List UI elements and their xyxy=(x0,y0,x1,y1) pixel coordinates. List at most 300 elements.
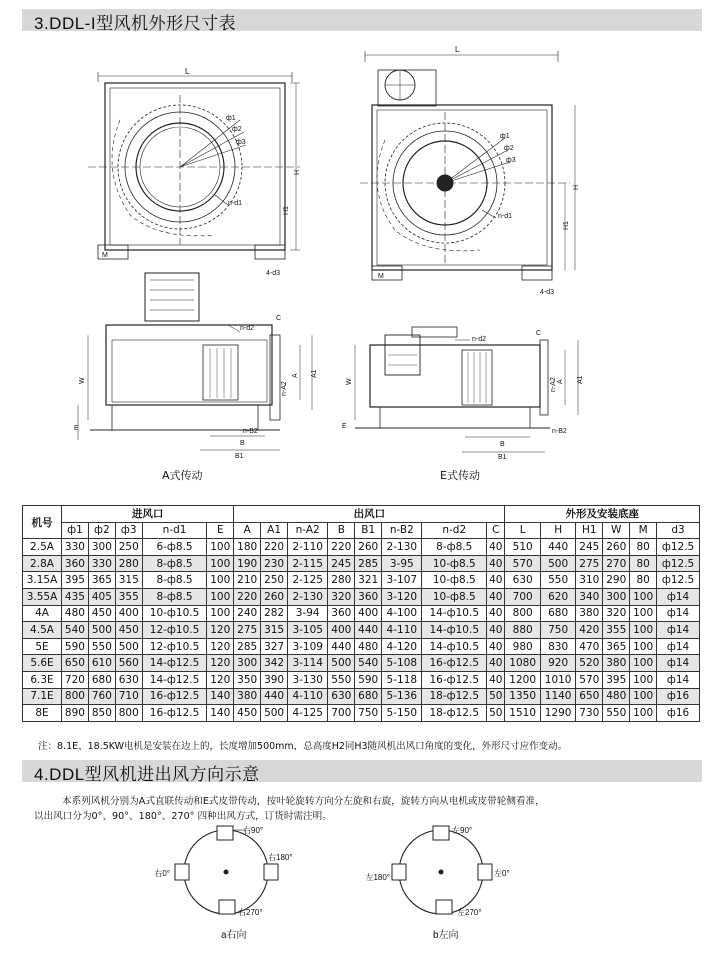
table-cell: 440 xyxy=(540,539,575,556)
table-cell: 250 xyxy=(261,572,288,589)
table-cell: 40 xyxy=(487,555,505,572)
table-cell: 8-ф8.5 xyxy=(422,539,487,556)
table-cell: 245 xyxy=(576,539,603,556)
table-cell: 510 xyxy=(505,539,540,556)
table-cell: 1350 xyxy=(505,688,540,705)
table-cell: 40 xyxy=(487,539,505,556)
caption-a-drive: A式传动 xyxy=(162,469,203,482)
table-cell: 100 xyxy=(207,555,234,572)
table-cell: 980 xyxy=(505,638,540,655)
table-cell: 40 xyxy=(487,655,505,672)
label-nB2-a: n-B2 xyxy=(243,428,258,435)
label-nd1-e: n-d1 xyxy=(498,213,513,220)
table-row xyxy=(23,688,700,705)
table-cell: 4-125 xyxy=(288,705,328,722)
table-cell: 395 xyxy=(603,671,630,688)
table-cell: 100 xyxy=(630,605,657,622)
left-caption: b左向 xyxy=(433,930,459,941)
column-header: n-d2 xyxy=(422,522,487,539)
table-cell: 220 xyxy=(328,539,355,556)
table-cell: 3-94 xyxy=(288,605,328,622)
table-cell: 680 xyxy=(355,688,382,705)
table-cell: 16-ф12.5 xyxy=(422,655,487,672)
table-cell: 10-ф10.5 xyxy=(142,605,207,622)
table-cell: 450 xyxy=(234,705,261,722)
table-cell: 360 xyxy=(328,605,355,622)
table-cell: 40 xyxy=(487,588,505,605)
label-B1-a: B1 xyxy=(235,453,244,460)
label-H-e: H xyxy=(573,184,580,190)
table-cell: 18-ф12.5 xyxy=(422,688,487,705)
table-cell: ф14 xyxy=(657,638,700,655)
table-cell: 260 xyxy=(261,588,288,605)
table-cell: 700 xyxy=(328,705,355,722)
table-cell: 420 xyxy=(576,622,603,639)
para-line2: 以出风口分为0°、90°、180°、270° 四种出风方式，订货时需注明。 xyxy=(34,811,332,822)
table-cell: 630 xyxy=(505,572,540,589)
label-A1-a: A1 xyxy=(311,369,318,378)
table-cell: 470 xyxy=(576,638,603,655)
table-cell: 800 xyxy=(505,605,540,622)
table-cell: 290 xyxy=(603,572,630,589)
table-cell: 220 xyxy=(234,588,261,605)
table-cell: 120 xyxy=(207,655,234,672)
table-row xyxy=(23,555,700,572)
table-row xyxy=(23,539,700,556)
table-cell: ф14 xyxy=(657,655,700,672)
table-cell: 400 xyxy=(355,605,382,622)
label-C-e: C xyxy=(536,330,542,337)
caption-e-drive: E式传动 xyxy=(440,469,480,482)
table-body xyxy=(23,539,700,722)
table-cell: 300 xyxy=(88,539,115,556)
table-cell: 8-ф8.5 xyxy=(142,555,207,572)
table-cell: 3-95 xyxy=(382,555,422,572)
table-cell: 5-118 xyxy=(382,671,422,688)
column-header: B xyxy=(328,522,355,539)
table-cell: 280 xyxy=(115,555,142,572)
table-cell: 650 xyxy=(62,655,89,672)
table-cell: 320 xyxy=(603,605,630,622)
table-cell: 315 xyxy=(115,572,142,589)
model-cell: 2.8A xyxy=(23,555,62,572)
table-cell: 100 xyxy=(207,588,234,605)
model-cell: 7.1E xyxy=(23,688,62,705)
table-cell: 50 xyxy=(487,688,505,705)
table-cell: ф12.5 xyxy=(657,539,700,556)
table-cell: 40 xyxy=(487,622,505,639)
table-cell: 40 xyxy=(487,671,505,688)
table-cell: 40 xyxy=(487,572,505,589)
table-cell: 550 xyxy=(328,671,355,688)
table-cell: 260 xyxy=(355,539,382,556)
column-header: L xyxy=(505,522,540,539)
table-cell: 500 xyxy=(261,705,288,722)
table-cell: 100 xyxy=(630,705,657,722)
table-cell: 700 xyxy=(505,588,540,605)
table-cell: 630 xyxy=(115,671,142,688)
table-cell: 480 xyxy=(62,605,89,622)
column-header: d3 xyxy=(657,522,700,539)
table-cell: 480 xyxy=(603,688,630,705)
header-base: 外形及安装底座 xyxy=(505,506,700,523)
table-cell: 550 xyxy=(88,638,115,655)
table-cell: 520 xyxy=(576,655,603,672)
table-note: 注：8.1E、18.5KW电机是安装在边上的，长度增加500mm，总高度H2同H3随风机出风口角度的变化，外形尺寸应作变动。 xyxy=(38,741,568,752)
table-cell: 8-ф8.5 xyxy=(142,588,207,605)
table-cell: 360 xyxy=(62,555,89,572)
table-cell: 16-ф12.5 xyxy=(142,705,207,722)
label-L-e: L xyxy=(455,45,460,54)
table-cell: 360 xyxy=(355,588,382,605)
table-cell: 560 xyxy=(115,655,142,672)
left-direction-diagram xyxy=(365,825,509,941)
table-row xyxy=(23,671,700,688)
table-cell: 14-ф10.5 xyxy=(422,605,487,622)
table-cell: 3-109 xyxy=(288,638,328,655)
column-header: ф2 xyxy=(88,522,115,539)
dimension-table xyxy=(22,505,700,722)
para-line1: 本系列风机分别为A式直联传动和E式皮带传动，按叶轮旋转方向分左旋和右旋，旋转方向从电机或皮带轮侧看准， xyxy=(62,796,545,807)
label-E-e: E xyxy=(342,423,347,430)
table-cell: 12-ф10.5 xyxy=(142,622,207,639)
column-header: W xyxy=(603,522,630,539)
section3-title: 3.DDL-I型风机外形尺寸表 xyxy=(34,14,237,33)
table-cell: 3-130 xyxy=(288,671,328,688)
label-phi2-a: ф2 xyxy=(232,126,242,133)
table-cell: 730 xyxy=(576,705,603,722)
table-cell: 210 xyxy=(234,572,261,589)
table-cell: ф16 xyxy=(657,688,700,705)
left-0-label: 左0° xyxy=(494,869,510,878)
label-B-a: B xyxy=(240,440,245,447)
label-nd2-e: n-d2 xyxy=(472,336,487,343)
table-cell: 395 xyxy=(62,572,89,589)
table-cell: 275 xyxy=(576,555,603,572)
label-nd1-a: n-d1 xyxy=(228,200,243,207)
table-cell: 10-ф8.5 xyxy=(422,555,487,572)
table-cell: 440 xyxy=(261,688,288,705)
left-90-label: 左90° xyxy=(452,826,473,835)
table-cell: 12-ф10.5 xyxy=(142,638,207,655)
table-cell: 120 xyxy=(207,638,234,655)
table-row xyxy=(23,572,700,589)
label-4d3-e: 4-d3 xyxy=(540,289,555,296)
table-cell: 140 xyxy=(207,688,234,705)
table-cell: 14-ф12.5 xyxy=(142,671,207,688)
table-cell: ф14 xyxy=(657,605,700,622)
label-H-a: H xyxy=(294,169,301,175)
table-cell: 1290 xyxy=(540,705,575,722)
label-nA2-a: n-A2 xyxy=(281,381,288,396)
table-cell: 720 xyxy=(62,671,89,688)
e-drive-front-view xyxy=(360,45,580,296)
table-cell: 260 xyxy=(603,539,630,556)
table-cell: 355 xyxy=(603,622,630,639)
label-M-a: M xyxy=(102,252,108,259)
table-cell: 750 xyxy=(540,622,575,639)
table-cell: 2-130 xyxy=(382,539,422,556)
label-A1-e: A1 xyxy=(577,375,584,384)
table-cell: 5-108 xyxy=(382,655,422,672)
model-cell: 5.6E xyxy=(23,655,62,672)
table-cell: 350 xyxy=(234,671,261,688)
table-cell: 8-ф8.5 xyxy=(142,572,207,589)
table-cell: 570 xyxy=(576,671,603,688)
table-cell: 880 xyxy=(505,622,540,639)
table-cell: 4-110 xyxy=(382,622,422,639)
column-header: ф3 xyxy=(115,522,142,539)
table-cell: 327 xyxy=(261,638,288,655)
table-cell: 380 xyxy=(576,605,603,622)
table-cell: ф12.5 xyxy=(657,555,700,572)
a-drive-side-view xyxy=(74,273,318,460)
table-cell: 620 xyxy=(540,588,575,605)
table-cell: 4-110 xyxy=(288,688,328,705)
table-cell: 80 xyxy=(630,539,657,556)
table-cell: 500 xyxy=(540,555,575,572)
label-phi1-e: ф1 xyxy=(500,133,510,140)
label-nd2-a: n-d2 xyxy=(240,325,255,332)
column-header: A xyxy=(234,522,261,539)
table-cell: 390 xyxy=(261,671,288,688)
column-header: n-d1 xyxy=(142,522,207,539)
table-cell: 14-ф10.5 xyxy=(422,638,487,655)
table-cell: ф14 xyxy=(657,671,700,688)
table-cell: 80 xyxy=(630,555,657,572)
table-cell: 1510 xyxy=(505,705,540,722)
table-cell: 830 xyxy=(540,638,575,655)
table-cell: 5-150 xyxy=(382,705,422,722)
right-270-label: 右270° xyxy=(238,908,263,917)
table-cell: 245 xyxy=(328,555,355,572)
label-B1-e: B1 xyxy=(498,454,507,461)
fan-dimension-drawings xyxy=(0,40,720,480)
table-cell: 500 xyxy=(88,622,115,639)
table-cell: 4-120 xyxy=(382,638,422,655)
table-cell: 100 xyxy=(630,622,657,639)
table-row xyxy=(23,622,700,639)
table-cell: 3-107 xyxy=(382,572,422,589)
right-direction-diagram xyxy=(154,825,292,941)
right-0-label: 右0° xyxy=(154,869,170,878)
table-cell: 100 xyxy=(207,539,234,556)
model-cell: 8E xyxy=(23,705,62,722)
table-cell: 342 xyxy=(261,655,288,672)
table-cell: 500 xyxy=(328,655,355,672)
model-cell: 6.3E xyxy=(23,671,62,688)
table-cell: 285 xyxy=(234,638,261,655)
table-cell: 760 xyxy=(88,688,115,705)
label-M-e: M xyxy=(378,273,384,280)
model-cell: 4.5A xyxy=(23,622,62,639)
table-cell: 14-ф12.5 xyxy=(142,655,207,672)
table-cell: ф14 xyxy=(657,588,700,605)
table-cell: 450 xyxy=(115,622,142,639)
table-cell: 100 xyxy=(207,605,234,622)
table-cell: 300 xyxy=(234,655,261,672)
left-270-label: 左270° xyxy=(457,908,482,917)
table-cell: 890 xyxy=(62,705,89,722)
table-cell: 710 xyxy=(115,688,142,705)
table-cell: 340 xyxy=(576,588,603,605)
table-cell: 40 xyxy=(487,638,505,655)
a-drive-front-view xyxy=(88,67,301,277)
table-cell: 180 xyxy=(234,539,261,556)
table-cell: 1140 xyxy=(540,688,575,705)
table-cell: 320 xyxy=(328,588,355,605)
table-cell: 590 xyxy=(62,638,89,655)
table-cell: 480 xyxy=(355,638,382,655)
table-cell: 120 xyxy=(207,671,234,688)
label-B-e: B xyxy=(500,441,505,448)
table-cell: 1010 xyxy=(540,671,575,688)
column-header: ф1 xyxy=(62,522,89,539)
model-cell: 3.55A xyxy=(23,588,62,605)
table-cell: 5-136 xyxy=(382,688,422,705)
table-cell: 3-120 xyxy=(382,588,422,605)
table-cell: 610 xyxy=(88,655,115,672)
table-cell: 800 xyxy=(62,688,89,705)
table-cell: 1080 xyxy=(505,655,540,672)
airflow-direction-diagrams xyxy=(0,820,720,962)
table-cell: 250 xyxy=(115,539,142,556)
table-cell: 190 xyxy=(234,555,261,572)
right-90-label: 右90° xyxy=(243,826,264,835)
label-W-a: W xyxy=(79,377,86,384)
model-cell: 3.15A xyxy=(23,572,62,589)
table-cell: 50 xyxy=(487,705,505,722)
table-cell: 590 xyxy=(355,671,382,688)
column-header: M xyxy=(630,522,657,539)
table-cell: 2-115 xyxy=(288,555,328,572)
table-cell: 275 xyxy=(234,622,261,639)
table-cell: 100 xyxy=(630,655,657,672)
table-cell: 680 xyxy=(540,605,575,622)
table-cell: 310 xyxy=(576,572,603,589)
table-cell: 282 xyxy=(261,605,288,622)
label-phi2-e: ф2 xyxy=(504,145,514,152)
table-cell: 550 xyxy=(603,705,630,722)
table-cell: 280 xyxy=(328,572,355,589)
table-cell: 440 xyxy=(355,622,382,639)
table-cell: 2-110 xyxy=(288,539,328,556)
e-drive-side-view xyxy=(342,327,584,461)
table-cell: 365 xyxy=(88,572,115,589)
table-cell: 300 xyxy=(603,588,630,605)
column-header: C xyxy=(487,522,505,539)
label-phi3-a: ф3 xyxy=(236,139,246,146)
table-row xyxy=(23,605,700,622)
table-row xyxy=(23,655,700,672)
model-cell: 4A xyxy=(23,605,62,622)
table-row xyxy=(23,705,700,722)
table-cell: 100 xyxy=(630,638,657,655)
label-C-a: C xyxy=(276,315,282,322)
table-cell: 10-ф8.5 xyxy=(422,572,487,589)
label-W-e: W xyxy=(346,378,353,385)
header-inlet: 进风口 xyxy=(62,506,234,523)
table-cell: 850 xyxy=(88,705,115,722)
column-header: H xyxy=(540,522,575,539)
table-cell: 100 xyxy=(630,671,657,688)
table-cell: 6-ф8.5 xyxy=(142,539,207,556)
table-cell: 4-100 xyxy=(382,605,422,622)
column-header: A1 xyxy=(261,522,288,539)
table-cell: 3-114 xyxy=(288,655,328,672)
table-cell: 380 xyxy=(234,688,261,705)
right-caption: a右向 xyxy=(221,930,247,941)
table-cell: 100 xyxy=(630,688,657,705)
table-cell: 450 xyxy=(88,605,115,622)
table-cell: ф16 xyxy=(657,705,700,722)
table-cell: 220 xyxy=(261,539,288,556)
table-cell: 800 xyxy=(115,705,142,722)
table-cell: 400 xyxy=(115,605,142,622)
label-A-a: A xyxy=(292,373,299,378)
column-header: H1 xyxy=(576,522,603,539)
table-cell: 540 xyxy=(355,655,382,672)
column-header-row xyxy=(23,522,700,539)
table-cell: 405 xyxy=(88,588,115,605)
column-header: n-A2 xyxy=(288,522,328,539)
table-cell: 435 xyxy=(62,588,89,605)
table-cell: 440 xyxy=(328,638,355,655)
table-cell: 400 xyxy=(328,622,355,639)
table-cell: 630 xyxy=(328,688,355,705)
label-H1-a: H1 xyxy=(283,206,290,215)
table-row xyxy=(23,588,700,605)
column-header: E xyxy=(207,522,234,539)
column-header: B1 xyxy=(355,522,382,539)
label-4d3-a: 4-d3 xyxy=(266,270,281,277)
table-cell: 321 xyxy=(355,572,382,589)
table-cell: 920 xyxy=(540,655,575,672)
table-cell: 16-ф12.5 xyxy=(422,671,487,688)
table-cell: 380 xyxy=(603,655,630,672)
table-cell: 330 xyxy=(88,555,115,572)
table-cell: 500 xyxy=(115,638,142,655)
table-cell: 330 xyxy=(62,539,89,556)
table-cell: 355 xyxy=(115,588,142,605)
table-cell: 40 xyxy=(487,605,505,622)
table-cell: 2-130 xyxy=(288,588,328,605)
table-cell: 230 xyxy=(261,555,288,572)
table-cell: 100 xyxy=(207,572,234,589)
label-H1-e: H1 xyxy=(563,221,570,230)
section4-title: 4.DDL型风机进出风方向示意 xyxy=(34,765,260,784)
right-180-label: 右180° xyxy=(268,853,293,862)
table-cell: 16-ф12.5 xyxy=(142,688,207,705)
left-180-label: 左180° xyxy=(365,873,390,882)
table-cell: 100 xyxy=(630,588,657,605)
header-model: 机号 xyxy=(23,506,62,539)
table-cell: ф14 xyxy=(657,622,700,639)
table-cell: 1200 xyxy=(505,671,540,688)
table-cell: 315 xyxy=(261,622,288,639)
header-outlet: 出风口 xyxy=(234,506,505,523)
table-cell: 750 xyxy=(355,705,382,722)
table-cell: 18-ф12.5 xyxy=(422,705,487,722)
label-A-e: A xyxy=(557,379,564,384)
table-cell: 365 xyxy=(603,638,630,655)
table-cell: 285 xyxy=(355,555,382,572)
model-cell: 5E xyxy=(23,638,62,655)
table-cell: ф12.5 xyxy=(657,572,700,589)
table-cell: 680 xyxy=(88,671,115,688)
table-cell: 650 xyxy=(576,688,603,705)
table-cell: 2-125 xyxy=(288,572,328,589)
